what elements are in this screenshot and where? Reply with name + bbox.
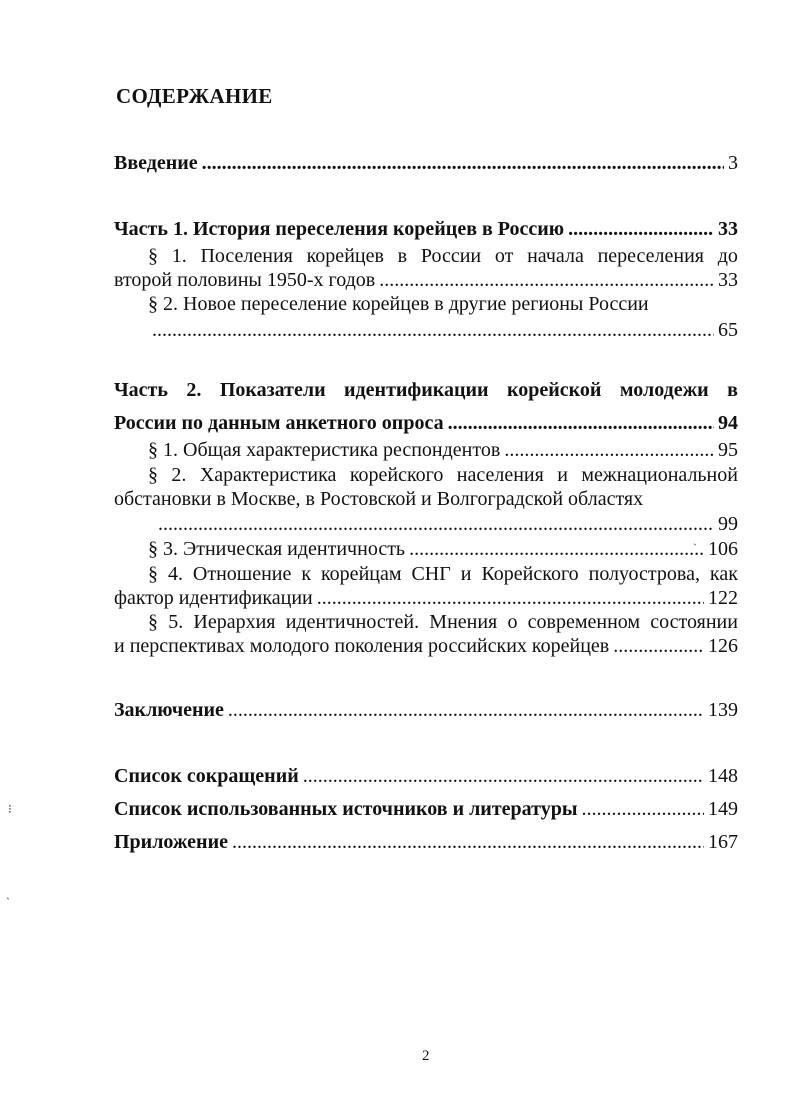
word: Часть: [114, 379, 168, 401]
dot-leader: [303, 764, 704, 788]
entry-label: второй половины 1950-х годов: [114, 269, 376, 291]
word: и: [557, 464, 568, 486]
toc-entry-part2-line1[interactable]: [114, 378, 738, 402]
entry-page: 106: [708, 538, 738, 560]
word: 1.: [171, 245, 187, 267]
entry-label: фактор идентификации: [114, 587, 313, 609]
word: идентичностей.: [285, 611, 420, 633]
toc-entry-abbreviations[interactable]: [114, 764, 738, 788]
dot-leader: [202, 151, 724, 175]
word: полуострова,: [588, 563, 700, 585]
entry-label: Часть 1. История переселения корейцев в Россию: [114, 218, 565, 240]
toc-entry-part2-s3[interactable]: [114, 537, 738, 561]
toc-entry-part2-s2-line3[interactable]: [114, 512, 738, 536]
word: межнациональной: [581, 464, 738, 486]
dot-leader: [232, 830, 704, 854]
entry-page: 65: [718, 319, 738, 341]
entry-page: 99: [718, 513, 738, 535]
word: и: [460, 563, 472, 585]
dot-leader: [613, 634, 704, 658]
word: Показатели: [219, 379, 326, 401]
word: 4.: [167, 563, 183, 585]
word: к: [301, 563, 312, 585]
toc-entry-part2-s2-line1[interactable]: [114, 463, 738, 487]
entry-label: Приложение: [114, 831, 228, 853]
entry-label: Список использованных источников и литературы: [114, 798, 578, 820]
word: переселения: [597, 245, 704, 267]
entry-label: России по данным анкетного опроса: [114, 412, 444, 434]
toc-title: СОДЕРЖАНИЕ: [116, 84, 273, 108]
entry-page: 122: [708, 587, 738, 609]
word: корейцев: [306, 245, 384, 267]
word: начала: [527, 245, 584, 267]
entry-page: 126: [708, 635, 738, 657]
word: России: [420, 245, 482, 267]
word: §: [148, 245, 158, 267]
entry-page: 33: [718, 218, 738, 240]
toc-entry-part2-s2-line2[interactable]: [114, 487, 738, 511]
entry-page: 94: [718, 412, 738, 434]
entry-page: 139: [708, 699, 738, 721]
toc-entry-part1-s1-line1[interactable]: [114, 244, 738, 268]
dot-leader: [504, 438, 714, 462]
toc-entry-part2-s4-line2[interactable]: [114, 586, 738, 610]
dot-leader: [448, 411, 714, 435]
entry-page: 148: [708, 765, 738, 787]
dot-leader: [152, 318, 714, 342]
toc-entry-part1-s1-line2[interactable]: [114, 268, 738, 292]
entry-page: 95: [718, 439, 738, 461]
word: от: [494, 245, 514, 267]
page-number: 2: [422, 1048, 430, 1064]
entry-label: Список сокращений: [114, 765, 299, 787]
word: современном: [527, 611, 641, 633]
word: 5.: [168, 611, 184, 633]
word: корейцам: [320, 563, 402, 585]
word: СНГ: [411, 563, 451, 585]
toc-entry-part2-s5-line1[interactable]: [114, 610, 738, 634]
toc-entry-appendix[interactable]: [114, 830, 738, 854]
entry-page: 3: [728, 152, 738, 174]
entry-page: 167: [708, 831, 738, 853]
word: молодежи: [619, 379, 709, 401]
word: Мнения: [429, 611, 498, 633]
scan-mark: ˏ: [6, 886, 10, 900]
word: корейской: [507, 379, 602, 401]
entry-page: 149: [708, 798, 738, 820]
word: в: [727, 379, 738, 401]
entry-label: § 1. Общая характеристика респондентов: [148, 439, 501, 461]
word: корейского: [349, 464, 444, 486]
dot-leader: [581, 797, 704, 821]
entry-label: и перспективах молодого поколения российских корейцев: [114, 635, 610, 657]
word: Характеристика: [199, 464, 337, 486]
toc-entry-part2-s5-line2[interactable]: [114, 634, 738, 658]
toc-entry-part2-s4-line1[interactable]: [114, 562, 738, 586]
dot-leader: [158, 512, 714, 536]
entry-label: Введение: [114, 152, 198, 174]
word: до: [717, 245, 738, 267]
entry-label: § 3. Этническая идентичность: [148, 538, 406, 560]
scan-mark: ˎ: [693, 532, 697, 546]
word: Иерархия: [193, 611, 276, 633]
entry-label: обстановки в Москве, в Ростовской и Волгоградской областях: [114, 488, 644, 510]
word: 2.: [171, 464, 187, 486]
word: 2.: [186, 379, 202, 401]
toc-entry-intro[interactable]: [114, 151, 738, 175]
entry-label: Заключение: [114, 699, 224, 721]
dot-leader: [379, 268, 714, 292]
entry-page: 33: [718, 269, 738, 291]
word: в: [397, 245, 408, 267]
toc-entry-part1-s2-line1[interactable]: [114, 292, 738, 316]
word: состоянии: [650, 611, 738, 633]
toc-entry-sources[interactable]: [114, 797, 738, 821]
word: §: [148, 464, 158, 486]
scan-mark: ⁝: [8, 802, 12, 816]
word: как: [709, 563, 738, 585]
toc-entry-part2-s1[interactable]: [114, 438, 738, 462]
word: Корейского: [481, 563, 579, 585]
toc-entry-part1-s2-line2[interactable]: [114, 318, 738, 342]
word: о: [507, 611, 518, 633]
word: §: [148, 563, 158, 585]
toc-entry-conclusion[interactable]: [114, 698, 738, 722]
entry-label: § 2. Новое переселение корейцев в другие регионы России: [148, 293, 649, 315]
toc-entry-part2-line2[interactable]: [114, 411, 738, 435]
dot-leader: [568, 217, 714, 241]
dot-leader: [228, 698, 704, 722]
word: Поселения: [200, 245, 293, 267]
dot-leader: [409, 537, 704, 561]
word: Отношение: [192, 563, 292, 585]
toc-entry-part1[interactable]: [114, 217, 738, 241]
word: идентификации: [344, 379, 489, 401]
word: §: [148, 611, 158, 633]
word: населения: [456, 464, 544, 486]
dot-leader: [317, 586, 704, 610]
